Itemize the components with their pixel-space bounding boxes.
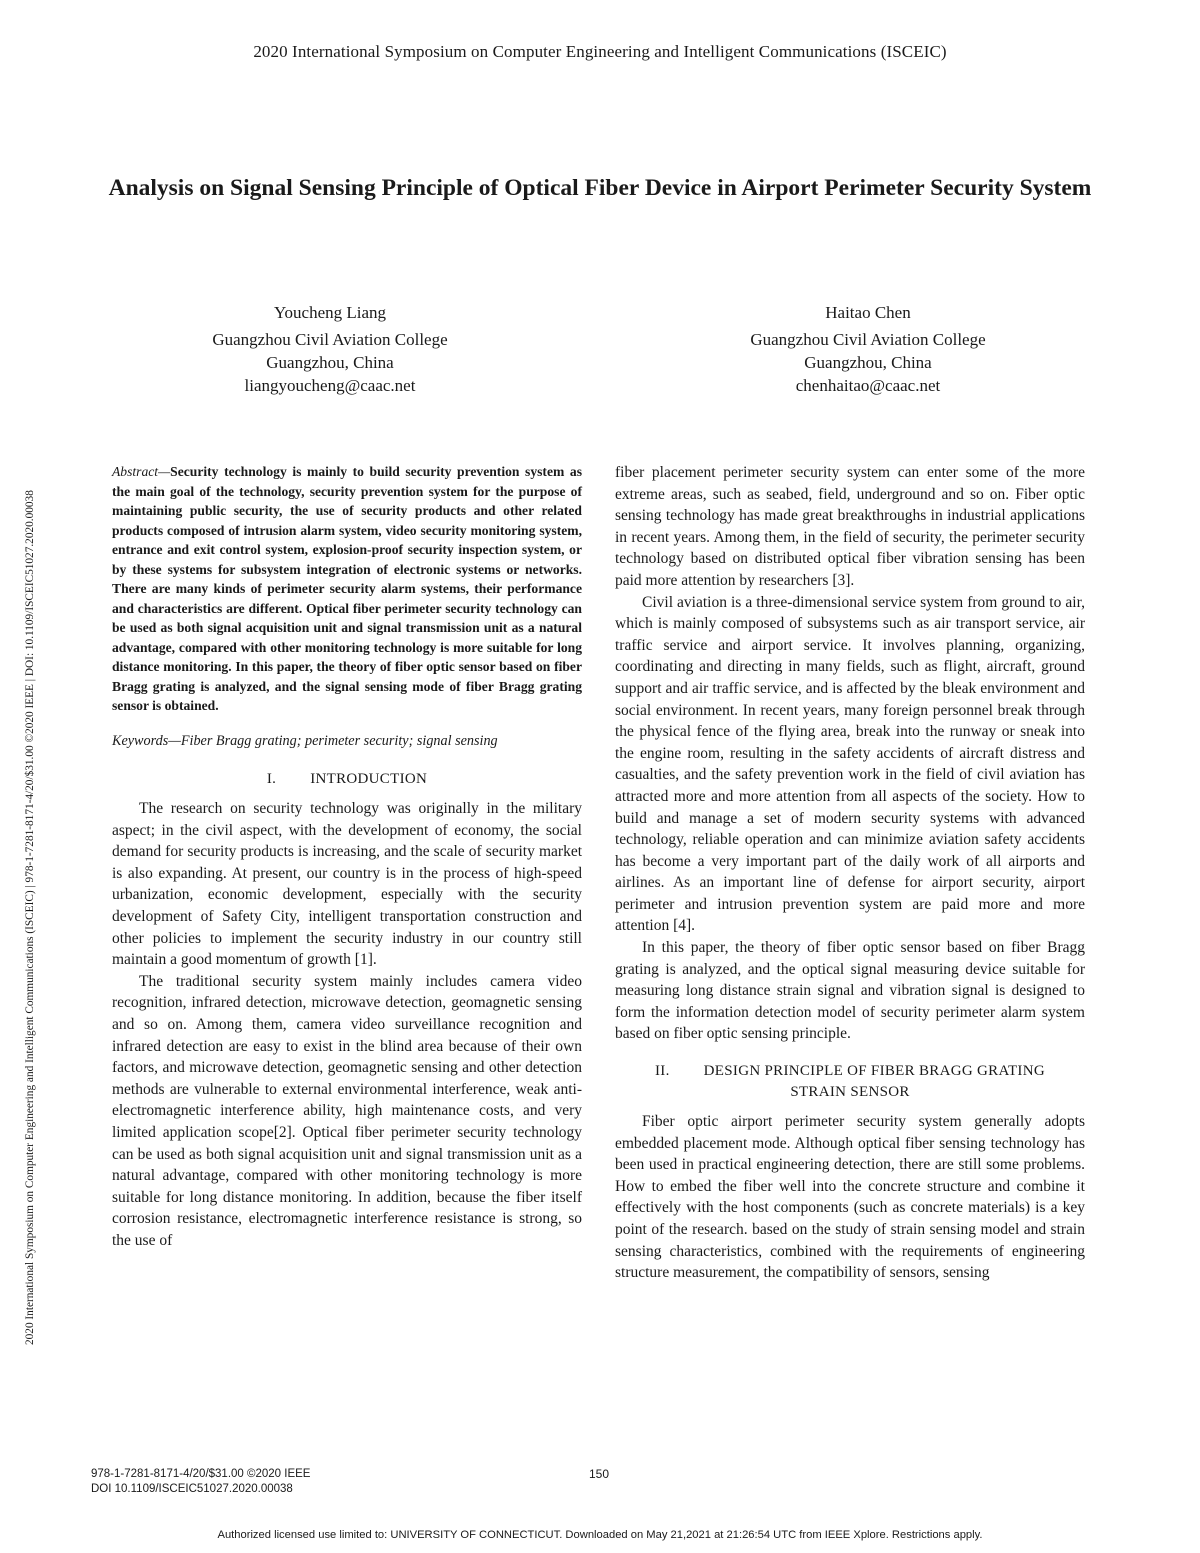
section-heading-introduction bbox=[112, 769, 582, 791]
paragraph: In this paper, the theory of fiber optic sensor based on fiber Bragg grating is analyzed, and the optical signal measuring device suitable for measuring long distance strain signal and vibration signal is designed to form the information detection model of security perimeter alarm system based on fiber optic sensing principle. bbox=[615, 939, 1085, 1043]
author-name: Haitao Chen bbox=[825, 303, 911, 322]
page-number: 150 bbox=[589, 1467, 610, 1481]
paragraph: Fiber optic airport perimeter security system generally adopts embedded placement mode. Although optical fiber sensing technology has been used in practical engineering detection, there are still some problems. How to embed the fiber well into the concrete structure and combine it effectively with the host components (such as concrete materials) is a key point of the research. based on the study of strain sensing model and strain sensing characteristics, combined with the requirements of engineering structure measurement, the compatibility of sensors, sensing bbox=[615, 1113, 1085, 1282]
section-number: I. bbox=[266, 770, 277, 787]
paragraph-continued: fiber placement perimeter security system can enter some of the more extreme areas, such as seabed, field, underground and so on. Fiber optic sensing technology has made great breakthroughs in industrial applications in recent years. Among them, in the field of security, the perimeter security technology based on distributed optical fiber vibration sensing has been paid more attention by researchers [3]. bbox=[615, 464, 1085, 589]
abstract-text: Security technology is mainly to build security prevention system as the main goal of the technology, security prevention system for the purpose of maintaining public security, the use of security products and other related products composed of intrusion alarm system, video security monitoring system, entrance and exit control system, explosion-proof security inspection system, or by these systems for subsystem integration of electronic systems or networks. There are many kinds of perimeter security alarm systems, their performance and characteristics are different. Optical fiber perimeter security technology can be used as both signal acquisition unit and signal transmission unit as a natural advantage, compared with other monitoring technology is more suitable for long distance monitoring. In this paper, the theory of fiber optic sensor based on fiber Bragg grating is analyzed, and the signal sensing mode of fiber Bragg grating sensor is obtained. bbox=[112, 464, 582, 713]
author-location: Guangzhou, China bbox=[804, 353, 932, 372]
paragraph: The traditional security system mainly includes camera video recognition, infrared detection, microwave detection, geomagnetic sensing and so on. Among them, camera video surveillance recognition and infrared detection are easy to exist in the blind area because of their own factors, and microwave detection, geomagnetic sensing and other detection methods are vulnerable to external environmental interference, weak anti-electromagnetic interference ability, high maintenance costs, and very limited application scope[2]. Optical fiber perimeter security technology can be used as both signal acquisition unit and signal transmission unit as a natural advantage, compared with other monitoring technology is more suitable for long distance monitoring. In addition, because the fiber itself corrosion resistance, electromagnetic interference resistance is strong, so the use of bbox=[112, 972, 582, 1249]
author-name: Youcheng Liang bbox=[273, 303, 387, 322]
author-email: liangyoucheng@caac.net bbox=[244, 376, 416, 395]
paper-title: Analysis on Signal Sensing Principle of Optical Fiber Device in Airport Perimeter Security System bbox=[108, 175, 1092, 201]
paragraph: The research on security technology was originally in the military aspect; in the civil aspect, with the development of economy, the social demand for security products is increasing, and the scale of security market is also expanding. At present, our country is in the process of high-speed urbanization, economic development, especially with the security development of Safety City, intelligent transportation construction and other policies to implement the security industry in our country still maintain a good momentum of growth [1]. bbox=[112, 800, 582, 969]
section-heading-design-principle bbox=[615, 1061, 1085, 1103]
conference-header: 2020 International Symposium on Computer Engineering and Intelligent Communications (ISCEIC) bbox=[253, 42, 947, 61]
right-column bbox=[615, 462, 1085, 1284]
section-title-line-1: DESIGN PRINCIPLE OF FIBER BRAGG GRATING bbox=[703, 1063, 1045, 1080]
side-doi-strip bbox=[22, 183, 38, 1345]
section-title-line-2: STRAIN SENSOR bbox=[790, 1084, 910, 1101]
author-block-1 bbox=[120, 301, 540, 397]
footer-doi: DOI 10.1109/ISCEIC51027.2020.00038 bbox=[91, 1483, 293, 1495]
left-column bbox=[112, 462, 582, 1252]
author-block-2 bbox=[658, 301, 1078, 397]
license-notice: Authorized licensed use limited to: UNIVERSITY OF CONNECTICUT. Downloaded on May 21,2021 at 21:26:54 UTC from IEEE Xplore. Restrictions apply. bbox=[217, 1529, 983, 1541]
section-number: II. bbox=[655, 1063, 670, 1080]
section-title: INTRODUCTION bbox=[310, 770, 428, 787]
author-affiliation: Guangzhou Civil Aviation College bbox=[212, 330, 448, 349]
footer-copyright-block bbox=[91, 1467, 310, 1497]
abstract-lead: Abstract— bbox=[112, 464, 171, 479]
paragraph: Civil aviation is a three-dimensional service system from ground to air, which is mainly composed of subsystems such as air transport service, air traffic service and airport service. It involves planning, organizing, coordinating and directing in many fields, such as flight, aircraft, ground support and air traffic service, and is affected by the bleak environment and social environment. In recent years, many foreign personnel break through the physical fence of the flying area, break into the runway or sneak into the engine room, resulting in the safety accidents of aircraft distress and casualties, and the safety prevention work in the field of civil aviation has attracted more and more attention from all aspects of the society. How to build and manage a set of modern security systems with advanced technology, reliable operation and can minimize aviation safety accidents has become a very important part of the daily work of all airports and airlines. As an important line of defense for airport security, airport perimeter and intrusion prevention system are paid more and more attention [4]. bbox=[615, 593, 1085, 935]
author-email: chenhaitao@caac.net bbox=[795, 376, 941, 395]
side-doi-text: 2020 International Symposium on Computer Engineering and Intelligent Communications (ISCEIC) | 978-1-7281-8171-4/20/$31.00 ©2020 IEEE | DOI: 10.1109/ISCEIC51027.2020.00038 bbox=[24, 490, 36, 1345]
author-affiliation: Guangzhou Civil Aviation College bbox=[750, 330, 986, 349]
abstract bbox=[112, 462, 582, 716]
keywords: Keywords—Fiber Bragg grating; perimeter security; signal sensing bbox=[112, 732, 498, 749]
author-location: Guangzhou, China bbox=[266, 353, 394, 372]
footer-copyright: 978-1-7281-8171-4/20/$31.00 ©2020 IEEE bbox=[91, 1468, 311, 1480]
